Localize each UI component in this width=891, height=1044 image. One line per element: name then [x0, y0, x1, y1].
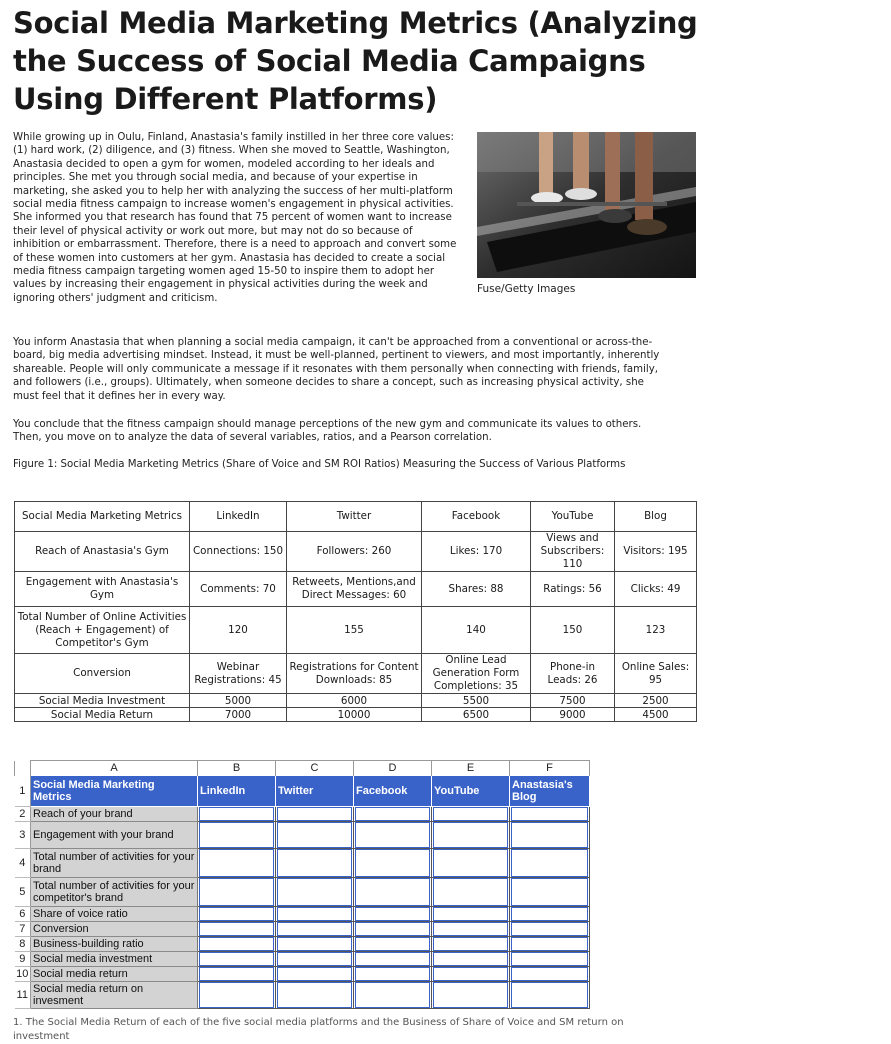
- input-cell[interactable]: [276, 822, 354, 849]
- sheet-header-cell[interactable]: Social Media Marketing Metrics: [31, 776, 198, 807]
- figure-cell: Shares: 88: [422, 572, 531, 607]
- input-cell[interactable]: [510, 907, 590, 922]
- figure-row: [15, 694, 697, 708]
- row-number: 10: [15, 967, 31, 982]
- figure-cell: Clicks: 49: [615, 572, 697, 607]
- figure-cell: Followers: 260: [287, 532, 422, 572]
- figure-header-cell: Social Media Marketing Metrics: [15, 502, 190, 532]
- row-number: 8: [15, 937, 31, 952]
- figure-cell: 120: [190, 607, 287, 654]
- input-cell[interactable]: [510, 878, 590, 907]
- figure-cell: 6000: [287, 694, 422, 708]
- figure-row: [15, 708, 697, 722]
- sheet-header-cell[interactable]: Facebook: [354, 776, 432, 807]
- figure-cell: 2500: [615, 694, 697, 708]
- metric-label-cell: Share of voice ratio: [31, 907, 198, 922]
- input-cell[interactable]: [432, 807, 510, 822]
- input-cell[interactable]: [510, 937, 590, 952]
- figure-cell: Reach of Anastasia's Gym: [15, 532, 190, 572]
- input-cell[interactable]: [432, 822, 510, 849]
- column-header-row: [15, 761, 590, 776]
- input-cell[interactable]: [510, 952, 590, 967]
- figure-cell: 5500: [422, 694, 531, 708]
- figure-cell: 10000: [287, 708, 422, 722]
- input-cell[interactable]: [198, 807, 276, 822]
- row-number: 11: [15, 982, 31, 1009]
- sheet-row: [15, 922, 590, 937]
- figure-cell: 155: [287, 607, 422, 654]
- sheet-row: [15, 878, 590, 907]
- row-number: 1: [15, 776, 31, 807]
- input-cell[interactable]: [276, 982, 354, 1009]
- row-number: 9: [15, 952, 31, 967]
- input-cell[interactable]: [432, 937, 510, 952]
- input-cell[interactable]: [432, 878, 510, 907]
- input-cell[interactable]: [276, 907, 354, 922]
- figure-cell: 4500: [615, 708, 697, 722]
- figure-header-cell: Twitter: [287, 502, 422, 532]
- row-number: 5: [15, 878, 31, 907]
- sheet-row: [15, 952, 590, 967]
- input-cell[interactable]: [276, 922, 354, 937]
- input-cell[interactable]: [510, 849, 590, 878]
- figure-cell: 9000: [531, 708, 615, 722]
- figure-cell: Online Sales: 95: [615, 654, 697, 694]
- input-cell[interactable]: [198, 907, 276, 922]
- sheet-row: [15, 822, 590, 849]
- input-cell[interactable]: [432, 952, 510, 967]
- input-cell[interactable]: [276, 878, 354, 907]
- figure-cell: Views and Subscribers: 110: [531, 532, 615, 572]
- metric-label-cell: Business-building ratio: [31, 937, 198, 952]
- input-cell[interactable]: [510, 982, 590, 1009]
- sheet-row: [15, 967, 590, 982]
- row-number: 3: [15, 822, 31, 849]
- figure-table: [14, 501, 697, 722]
- input-cell[interactable]: [354, 907, 432, 922]
- figure-caption: Figure 1: Social Media Marketing Metrics (Share of Voice and SM ROI Ratios) Measuring the Success of Various Platforms: [13, 459, 626, 470]
- input-cell[interactable]: [510, 807, 590, 822]
- page-title: Social Media Marketing Metrics (Analyzing the Success of Social Media Campaigns Using Different Platforms): [13, 6, 698, 116]
- figure-cell: Social Media Investment: [15, 694, 190, 708]
- figure-cell: 7000: [190, 708, 287, 722]
- sheet-row: [15, 907, 590, 922]
- input-cell[interactable]: [198, 952, 276, 967]
- column-header[interactable]: D: [354, 761, 432, 776]
- input-cell[interactable]: [432, 907, 510, 922]
- metric-label-cell: Social media return: [31, 967, 198, 982]
- intro-paragraph: While growing up in Oulu, Finland, Anastasia's family instilled in her three core values: (1) hard work, (2) diligence, and (3) fitness. When she moved to Seattle, Washington, Anastasia decided to open a gym for women, modeled according to her ideals and principles. She met you through social media, and because of your expertise in marketing, she asked you to help her with analyzing the success of her multi-platform social media fitness campaign to increase women's engagement in physical activities. She informed you that research has found that 75 percent of women want to increase their level of physical activity or work out more, but may not do so because of inhibition or embarrassment. Therefore, there is a need to approach and convert some of these women into customers at her gym. Anastasia has decided to create a social media fitness campaign targeting women aged 15-50 to inspire them to adopt her values by increasing their engagement in physical activities during the week and ignoring others' judgment and criticism.: [13, 132, 457, 304]
- figure-cell: Total Number of Online Activities (Reach + Engagement) of Competitor's Gym: [15, 607, 190, 654]
- sheet-header-cell[interactable]: Twitter: [276, 776, 354, 807]
- input-cell[interactable]: [354, 878, 432, 907]
- figure-cell: Engagement with Anastasia's Gym: [15, 572, 190, 607]
- figure-cell: Likes: 170: [422, 532, 531, 572]
- sheet-header-cell[interactable]: YouTube: [432, 776, 510, 807]
- sheet-row: [15, 937, 590, 952]
- metric-label-cell: Total number of activities for your brand: [31, 849, 198, 878]
- sheet-header-row: [15, 776, 590, 807]
- figure-cell: Retweets, Mentions,and Direct Messages: 60: [287, 572, 422, 607]
- column-header[interactable]: F: [510, 761, 590, 776]
- figure-cell: Registrations for Content Downloads: 85: [287, 654, 422, 694]
- sheet-row: [15, 849, 590, 878]
- figure-cell: Comments: 70: [190, 572, 287, 607]
- input-cell[interactable]: [354, 982, 432, 1009]
- input-cell[interactable]: [510, 967, 590, 982]
- sheet-row: [15, 807, 590, 822]
- input-cell[interactable]: [510, 922, 590, 937]
- metric-label-cell: Conversion: [31, 922, 198, 937]
- column-header[interactable]: C: [276, 761, 354, 776]
- figure-cell: 140: [422, 607, 531, 654]
- figure-cell: Conversion: [15, 654, 190, 694]
- answer-spreadsheet: [14, 760, 590, 1009]
- row-number: 2: [15, 807, 31, 822]
- figure-cell: Visitors: 195: [615, 532, 697, 572]
- column-header[interactable]: A: [31, 761, 198, 776]
- figure-row: [15, 654, 697, 694]
- input-cell[interactable]: [354, 952, 432, 967]
- figure-header-cell: LinkedIn: [190, 502, 287, 532]
- photo-credit: Fuse/Getty Images: [477, 283, 576, 295]
- input-cell[interactable]: [510, 822, 590, 849]
- figure-cell: Phone-in Leads: 26: [531, 654, 615, 694]
- paragraph-2: You inform Anastasia that when planning a social media campaign, it can't be approached from a conventional or across-the-board, big media advertising mindset. Instead, it must be well-planned, pertinent to viewers, and most importantly, inherently shareable. People will only communicate a message if it resonates with them personally when connecting with friends, family, and followers (i.e., groups). Ultimately, when someone decides to share a concept, such as increasing physical activity, she must feel that it defines her in every way.: [13, 337, 660, 402]
- figure-cell: Webinar Registrations: 45: [190, 654, 287, 694]
- input-cell[interactable]: [276, 849, 354, 878]
- input-cell[interactable]: [354, 849, 432, 878]
- input-cell[interactable]: [276, 967, 354, 982]
- figure-cell: 7500: [531, 694, 615, 708]
- input-cell[interactable]: [354, 922, 432, 937]
- figure-row: [15, 532, 697, 572]
- sheet-header-cell[interactable]: LinkedIn: [198, 776, 276, 807]
- metric-label-cell: Reach of your brand: [31, 807, 198, 822]
- figure-cell: Connections: 150: [190, 532, 287, 572]
- metric-label-cell: Engagement with your brand: [31, 822, 198, 849]
- figure-cell: Ratings: 56: [531, 572, 615, 607]
- metric-label-cell: Social media return on invesment: [31, 982, 198, 1009]
- cutoff-question-text: 1. The Social Media Return of each of the five social media platforms and the Business of Share of Voice and SM return on investment: [13, 1017, 624, 1042]
- input-cell[interactable]: [276, 807, 354, 822]
- input-cell[interactable]: [354, 967, 432, 982]
- input-cell[interactable]: [354, 807, 432, 822]
- figure-cell: Online Lead Generation Form Completions: 35: [422, 654, 531, 694]
- figure-header-cell: Blog: [615, 502, 697, 532]
- input-cell[interactable]: [432, 849, 510, 878]
- input-cell[interactable]: [198, 982, 276, 1009]
- input-cell[interactable]: [198, 922, 276, 937]
- figure-header-cell: YouTube: [531, 502, 615, 532]
- input-cell[interactable]: [432, 982, 510, 1009]
- input-cell[interactable]: [198, 937, 276, 952]
- input-cell[interactable]: [198, 967, 276, 982]
- figure-header-cell: Facebook: [422, 502, 531, 532]
- input-cell[interactable]: [276, 952, 354, 967]
- column-header[interactable]: E: [432, 761, 510, 776]
- input-cell[interactable]: [198, 822, 276, 849]
- input-cell[interactable]: [276, 937, 354, 952]
- column-header[interactable]: B: [198, 761, 276, 776]
- input-cell[interactable]: [354, 822, 432, 849]
- row-number: 4: [15, 849, 31, 878]
- paragraph-3: You conclude that the fitness campaign should manage perceptions of the new gym and communicate its values to others. Then, you move on to analyze the data of several variables, ratios, and a Pearson correlation.: [13, 419, 642, 444]
- figure-cell: 5000: [190, 694, 287, 708]
- input-cell[interactable]: [354, 937, 432, 952]
- figure-row: [15, 607, 697, 654]
- figure-cell: Social Media Return: [15, 708, 190, 722]
- input-cell[interactable]: [432, 967, 510, 982]
- row-number: 6: [15, 907, 31, 922]
- figure-header-row: [15, 502, 697, 532]
- sheet-row: [15, 982, 590, 1009]
- figure-row: [15, 572, 697, 607]
- figure-cell: 123: [615, 607, 697, 654]
- row-number: 7: [15, 922, 31, 937]
- sheet-header-cell[interactable]: Anastasia's Blog: [510, 776, 590, 807]
- sheet-corner: [15, 761, 31, 776]
- metric-label-cell: Total number of activities for your competitor's brand: [31, 878, 198, 907]
- input-cell[interactable]: [198, 878, 276, 907]
- figure-cell: 150: [531, 607, 615, 654]
- figure-cell: 6500: [422, 708, 531, 722]
- metric-label-cell: Social media investment: [31, 952, 198, 967]
- gym-photo: [477, 132, 696, 278]
- input-cell[interactable]: [198, 849, 276, 878]
- input-cell[interactable]: [432, 922, 510, 937]
